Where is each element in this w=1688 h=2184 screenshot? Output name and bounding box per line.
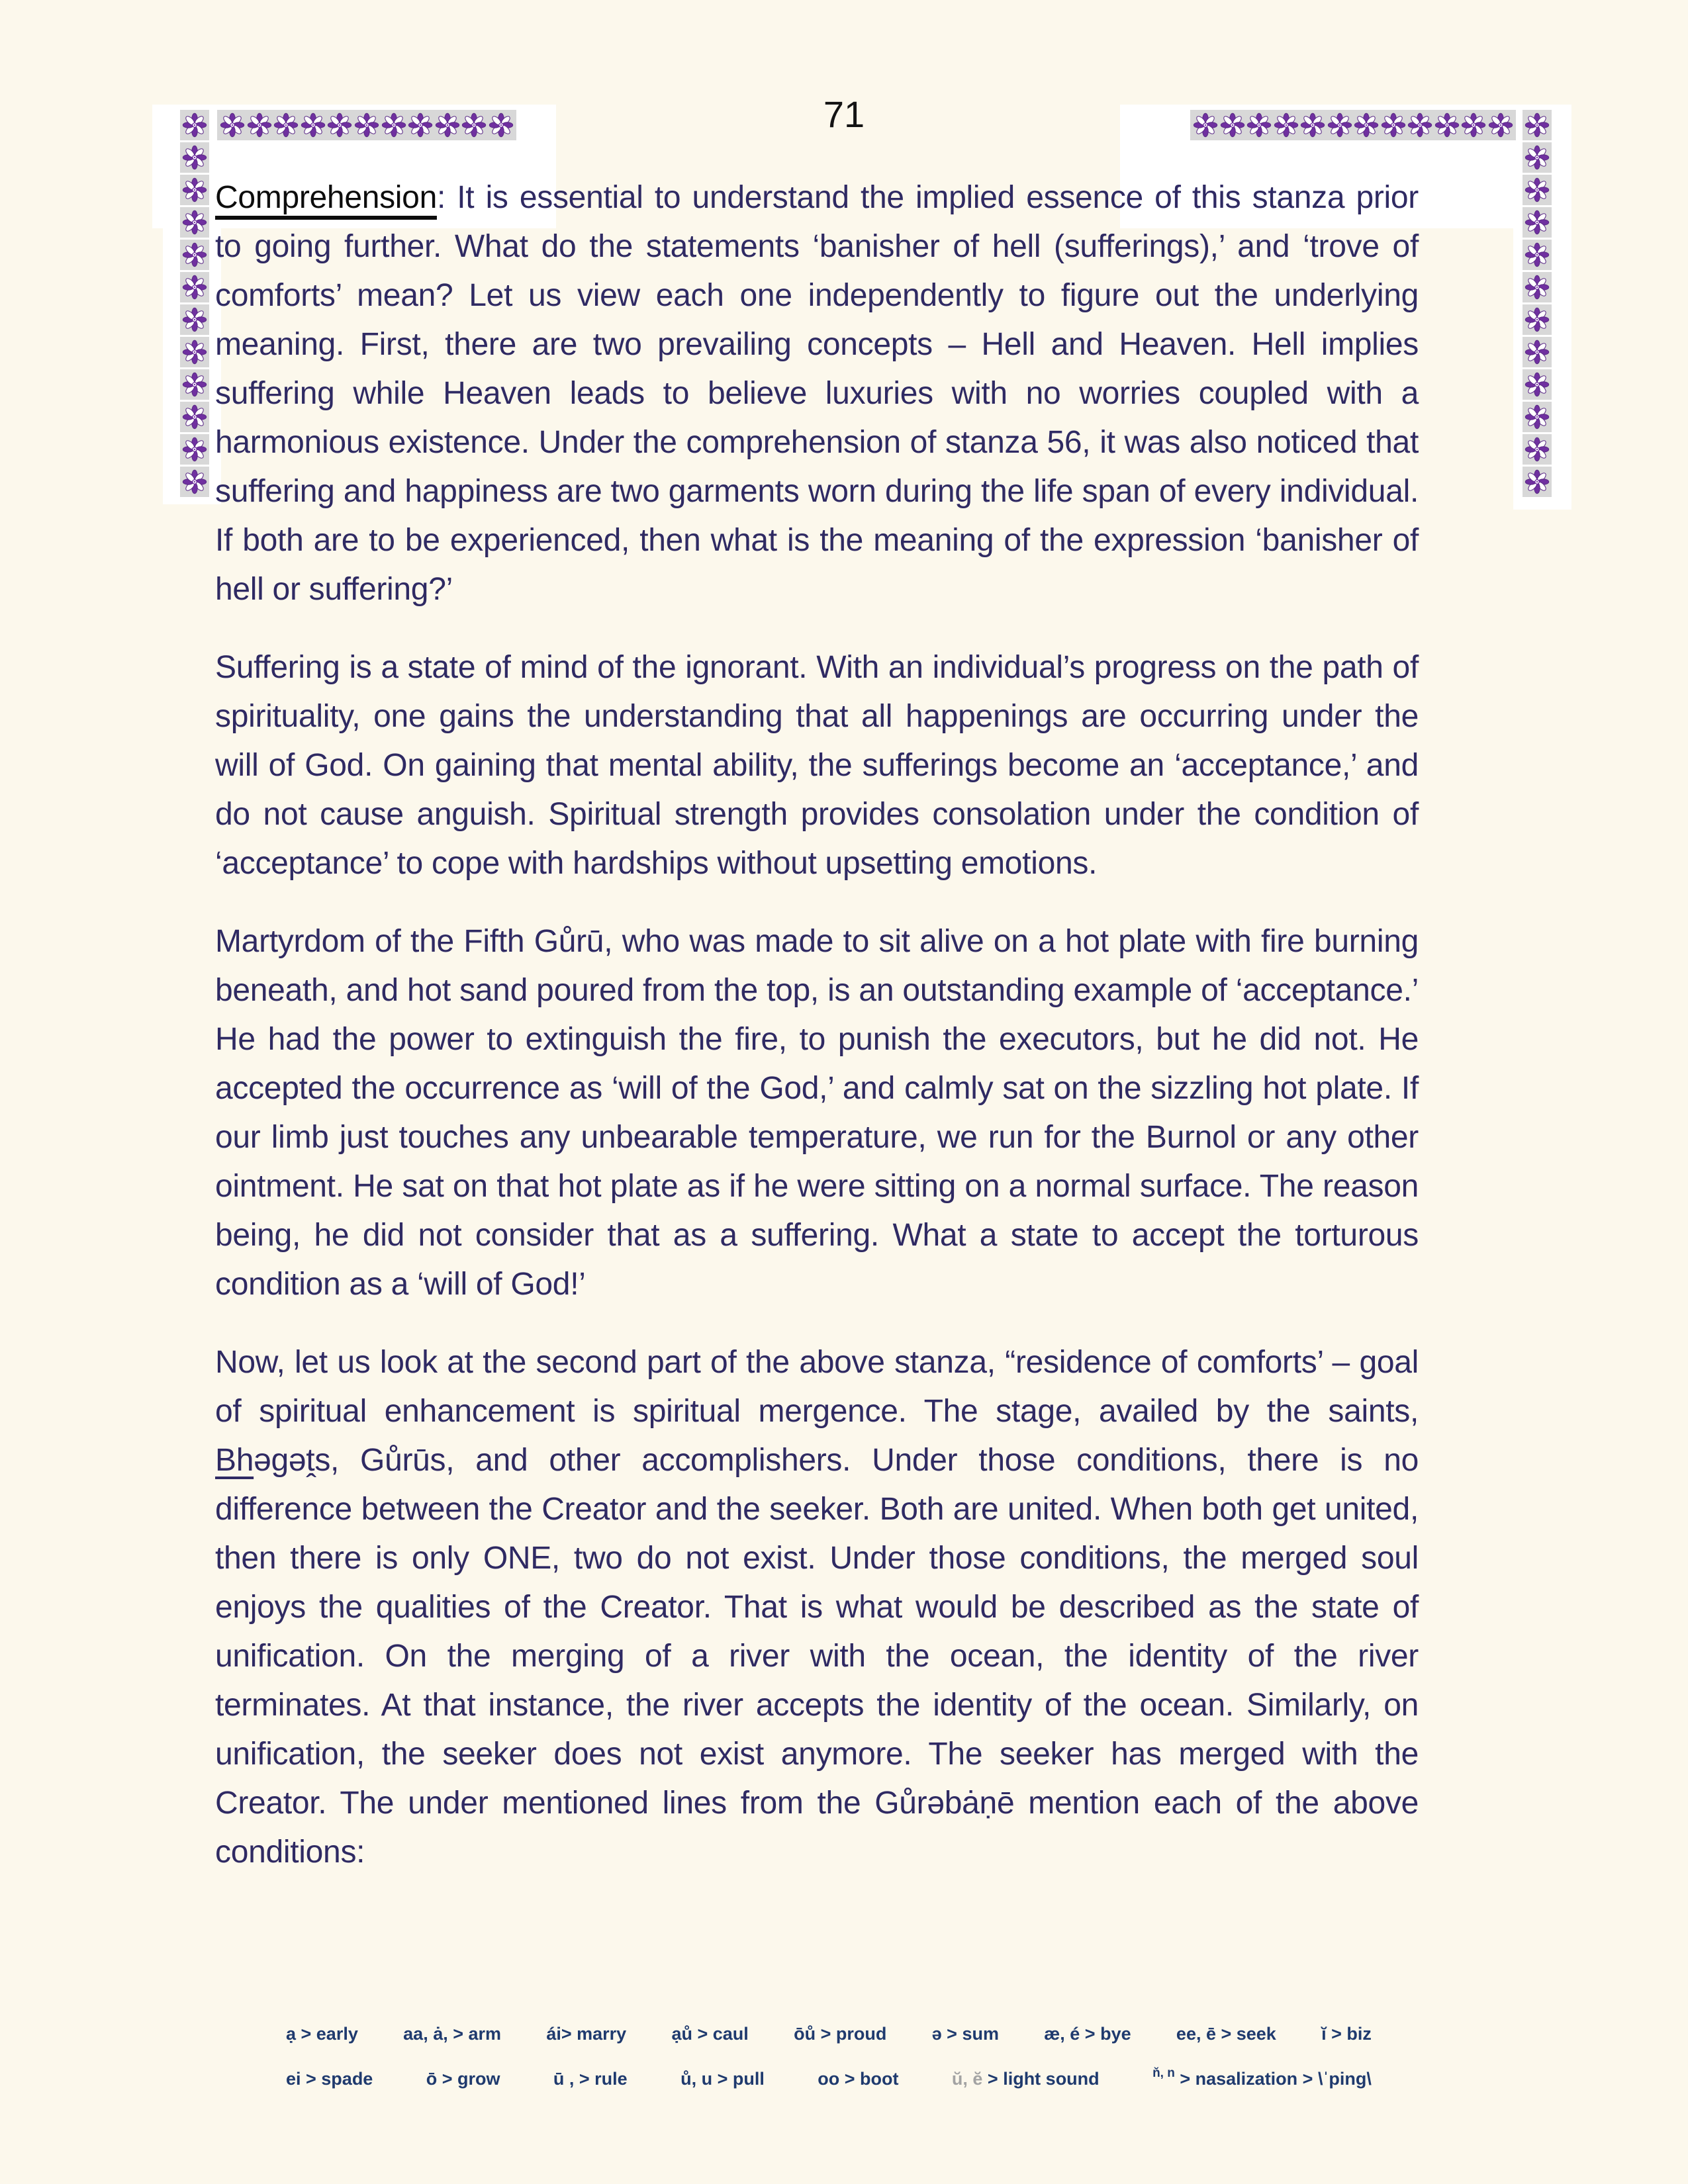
guide-item: ee, ē > seek (1176, 2024, 1276, 2044)
flower-ornament (1460, 110, 1487, 140)
flower-ornament-icon (1246, 113, 1272, 138)
flower-ornament-icon (1524, 307, 1550, 332)
paragraph-text: : It is essential to understand the implied essence of this stanza prior to going further. What do the statements ‘banisher of hell (sufferings),’ and ‘trove of comforts’ mean? Let us view each one independently to figure out the underlying meaning. First, there are two prevailing concepts – Hell and Heaven. Hell implies suffering while Heaven leads to believe luxuries with no worries coupled with a harmonious existence. Under the comprehension of stanza 56, it was also noticed that suffering and happiness are two garments worn during the life span of every individual. If both are to be experienced, then what is the meaning of the expression ‘banisher of hell or suffering?’ (215, 180, 1419, 607)
flower-ornament-cell (1523, 434, 1552, 465)
flower-ornament (488, 110, 514, 140)
flower-ornament (1219, 110, 1246, 140)
flower-ornament-icon (1524, 145, 1550, 170)
flower-ornament-cell (1523, 467, 1552, 497)
guide-item: $^{ň, n}$ > nasalization > \ˈping\ (1152, 2066, 1372, 2089)
flower-ornament-icon (1220, 113, 1245, 138)
flower-ornament (461, 110, 487, 140)
paragraph-text: əgəṱs, Gůrūs, and other accomplishers. Under those conditions, there is no difference between the Creator and the seeker. Both are united. When both get united, then there is only ONE, two do not exist. Under those conditions, the merged soul enjoys the qualities of the Creator. That is what would be described as the state of unification. On the merging of a river with the ocean, the identity of the river terminates. At that instance, the river accepts the identity of the ocean. Similarly, on unification, the seeker does not exist anymore. The seeker has merged with the Creator. The under mentioned lines from the Gůrəbȧṇē mention each of the above conditions: (215, 1443, 1419, 1870)
flower-ornament-cell (1523, 175, 1552, 205)
flower-ornament-icon (182, 404, 207, 430)
guide-item: ạů > caul (671, 2024, 749, 2044)
guide-item: ái> marry (546, 2024, 627, 2044)
flower-ornament-icon (1524, 469, 1550, 494)
flower-ornament-cell (1523, 369, 1552, 400)
guide-item: ŭ, ĕ > light sound (951, 2069, 1100, 2089)
flower-ornament (1246, 110, 1272, 140)
flower-ornament-cell (180, 207, 209, 238)
flower-ornament-icon (1524, 177, 1550, 203)
flower-ornament-icon (1524, 372, 1550, 397)
flower-ornament (381, 110, 407, 140)
flower-ornament-icon (1407, 113, 1432, 138)
flower-ornament-icon (1524, 437, 1550, 462)
guide-item: ei > spade (286, 2069, 373, 2089)
flower-ornament (1487, 110, 1514, 140)
flower-ornament-icon (1524, 210, 1550, 235)
flower-ornament-cell (1523, 272, 1552, 302)
flower-ornament-icon (182, 275, 207, 300)
paragraph (215, 173, 1419, 614)
flower-ornament-icon (182, 242, 207, 267)
flower-ornament-cell (180, 467, 209, 497)
flower-ornament (1192, 110, 1219, 140)
flower-ornament (1273, 110, 1299, 140)
flower-ornament-cell (1523, 337, 1552, 367)
flower-ornament-icon (489, 113, 514, 138)
flower-ornament-cell (180, 110, 209, 140)
flower-ornament-icon (1524, 340, 1550, 365)
flower-ornament (300, 110, 326, 140)
guide-item: oo > boot (818, 2069, 899, 2089)
flower-ornament-icon (408, 113, 433, 138)
flower-ornament-icon (182, 307, 207, 332)
flower-ornament (1327, 110, 1353, 140)
flower-ornament-icon (1524, 113, 1550, 138)
flower-ornament-icon (381, 113, 406, 138)
flower-ornament-icon (1524, 404, 1550, 430)
paragraph-text: Suffering is a state of mind of the ignorant. With an individual’s progress on the path of spirituality, one gains the understanding that all happenings are occurring under the will of God. On gaining that mental ability, the sufferings become an ‘acceptance,’ and do not cause anguish. Spiritual strength provides consolation under the condition of ‘acceptance’ to cope with hardships without upsetting emotions. (215, 650, 1419, 881)
flower-ornament-icon (435, 113, 460, 138)
flower-ornament-icon (182, 113, 207, 138)
flower-ornament-cell (180, 369, 209, 400)
flower-ornament (1407, 110, 1433, 140)
flower-ornament-icon (182, 469, 207, 494)
flower-ornament-cell (180, 142, 209, 173)
flower-ornament-icon (182, 210, 207, 235)
flower-ornament-cell (180, 402, 209, 432)
flower-ornament-icon (1524, 242, 1550, 267)
flower-ornament-cell (1523, 304, 1552, 335)
guide-item: ōů > proud (794, 2024, 887, 2044)
guide-item: aa, ȧ, > arm (403, 2024, 502, 2044)
flower-ornament-icon (1274, 113, 1299, 138)
flower-ornament-cell (180, 337, 209, 367)
flower-ornament-icon (1524, 275, 1550, 300)
pronunciation-guide-row-1 (286, 2024, 1372, 2044)
pronunciation-guide-row-2 (286, 2068, 1372, 2089)
paragraph-text: Now, let us look at the second part of the above stanza, “residence of comforts’ – goal of spiritual enhancement is spiritual mergence. The stage, availed by the saints, (215, 1345, 1419, 1429)
top-right-flower-strip (1190, 110, 1516, 140)
flower-ornament-icon (273, 113, 299, 138)
flower-ornament-icon (1193, 113, 1218, 138)
flower-ornament-cell (180, 272, 209, 302)
top-left-flower-strip (217, 110, 516, 140)
section-heading: Comprehension (215, 180, 437, 215)
guide-item: ů, u > pull (680, 2069, 765, 2089)
flower-ornament-icon (247, 113, 272, 138)
guide-superscript-symbols: ň, n (1152, 2066, 1175, 2080)
flower-ornament-icon (1327, 113, 1352, 138)
body-text (215, 173, 1419, 1906)
flower-ornament (1380, 110, 1407, 140)
flower-ornament-icon (1354, 113, 1379, 138)
flower-ornament-cell (1523, 142, 1552, 173)
paragraph (215, 1338, 1419, 1877)
flower-ornament-cell (1523, 240, 1552, 270)
flower-ornament-icon (1488, 113, 1513, 138)
page-number: 71 (823, 93, 865, 135)
paragraph-text: Martyrdom of the Fifth Gůrū, who was made to sit alive on a hot plate with fire burning beneath, and hot sand poured from the top, is an outstanding example of ‘acceptance.’ He had the power to extinguish the fire, to punish the executors, but he did not. He accepted the occurrence as ‘will of the God,’ and calmly sat on the sizzling hot plate. If our limb just touches any unbearable temperature, we run for the Burnol or any other ointment. He sat on that hot plate as if he were sitting on a normal surface. The reason being, he did not consider that as a suffering. What a state to accept the torturous condition as a ‘will of God!’ (215, 924, 1419, 1302)
underlined-term: Bh (215, 1443, 254, 1478)
flower-ornament-icon (1300, 113, 1325, 138)
flower-ornament-cell (180, 240, 209, 270)
flower-ornament-cell (180, 304, 209, 335)
guide-item: ạ > early (286, 2024, 358, 2044)
flower-ornament (1299, 110, 1326, 140)
paragraph (215, 917, 1419, 1309)
flower-ornament-icon (182, 145, 207, 170)
guide-item: æ, é > bye (1044, 2024, 1131, 2044)
flower-ornament (1353, 110, 1380, 140)
flower-ornament-icon (301, 113, 326, 138)
flower-ornament-icon (1381, 113, 1406, 138)
guide-item: ə > sum (931, 2024, 999, 2044)
guide-item: ĭ > biz (1321, 2024, 1372, 2044)
flower-ornament (326, 110, 353, 140)
flower-ornament-icon (1434, 113, 1460, 138)
guide-item: ō > grow (426, 2069, 500, 2089)
flower-ornament (1434, 110, 1460, 140)
paragraph (215, 643, 1419, 888)
flower-ornament-icon (327, 113, 352, 138)
flower-ornament-icon (220, 113, 245, 138)
flower-ornament (219, 110, 246, 140)
flower-ornament-cell (1523, 207, 1552, 238)
flower-ornament (273, 110, 299, 140)
flower-ornament-icon (182, 177, 207, 203)
guide-item: ū , > rule (553, 2069, 628, 2089)
flower-ornament-icon (354, 113, 379, 138)
flower-ornament-icon (1461, 113, 1486, 138)
flower-ornament (353, 110, 380, 140)
flower-ornament-icon (182, 372, 207, 397)
flower-ornament-icon (461, 113, 487, 138)
flower-ornament-cell (1523, 402, 1552, 432)
guide-muted-symbols: ŭ, ĕ (951, 2069, 983, 2089)
flower-ornament (407, 110, 434, 140)
flower-ornament-cell (180, 175, 209, 205)
flower-ornament (434, 110, 461, 140)
flower-ornament-icon (182, 340, 207, 365)
flower-ornament-cell (180, 434, 209, 465)
flower-ornament (246, 110, 273, 140)
flower-ornament-cell (1523, 110, 1552, 140)
flower-ornament-icon (182, 437, 207, 462)
